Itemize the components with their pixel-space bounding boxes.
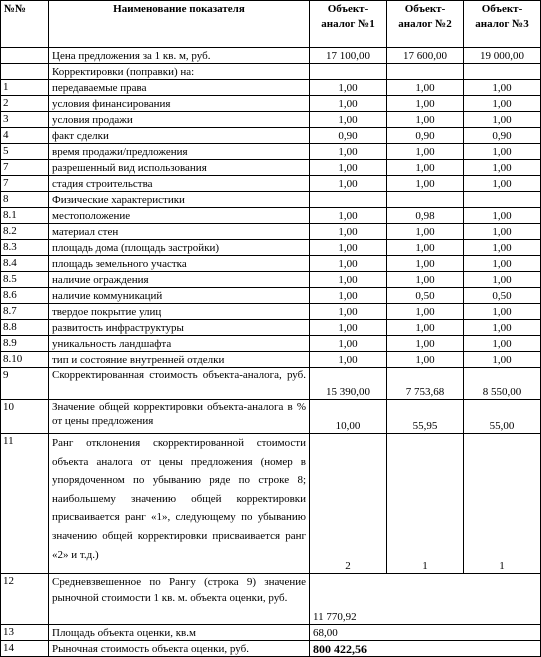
row-num: 1 bbox=[1, 80, 49, 96]
table-row bbox=[1, 288, 541, 304]
row-name: Ранг отклонения скорректированной стоимости объекта аналога от цены предложения (номер в упорядоченном по убыванию ряде по строке 8; наибольшему значению общей корректировки присваивается ранг «1», следующему по убыванию значению общей корректировки присваивается ранг «2» и т.д.) bbox=[49, 434, 310, 574]
analog-1-value: 1,00 bbox=[310, 272, 387, 288]
analog-1-value: 1,00 bbox=[310, 352, 387, 368]
table-row-13 bbox=[1, 625, 541, 641]
table-row bbox=[1, 240, 541, 256]
row-num: 8.7 bbox=[1, 304, 49, 320]
table-row bbox=[1, 160, 541, 176]
market-value: 800 422,56 bbox=[310, 641, 541, 657]
analog-1-rank: 2 bbox=[310, 434, 387, 574]
row-num: 8.2 bbox=[1, 224, 49, 240]
analog-2-value: 1,00 bbox=[387, 176, 464, 192]
row-num: 10 bbox=[1, 400, 49, 434]
analog-3-value bbox=[464, 64, 541, 80]
row-num: 9 bbox=[1, 368, 49, 400]
analog-3-value: 1,00 bbox=[464, 144, 541, 160]
analog-3-value: 1,00 bbox=[464, 224, 541, 240]
analog-3-value: 1,00 bbox=[464, 208, 541, 224]
row-name: условия продажи bbox=[49, 112, 310, 128]
analog-2-value: 1,00 bbox=[387, 80, 464, 96]
header-num: №№ bbox=[1, 1, 49, 48]
row-name: наличие ограждения bbox=[49, 272, 310, 288]
header-analog-3: Объект-аналог №3 bbox=[464, 1, 541, 48]
table-row bbox=[1, 144, 541, 160]
analog-2-value: 1,00 bbox=[387, 112, 464, 128]
row-name: время продажи/предложения bbox=[49, 144, 310, 160]
analog-3-value: 1,00 bbox=[464, 80, 541, 96]
row-num: 3 bbox=[1, 112, 49, 128]
analog-3-rank: 1 bbox=[464, 434, 541, 574]
row-name: Корректировки (поправки) на: bbox=[49, 64, 310, 80]
analog-2-value: 0,90 bbox=[387, 128, 464, 144]
row-name: Средневзвешенное по Рангу (строка 9) значение рыночной стоимости 1 кв. м. объекта оценки, руб. bbox=[49, 574, 310, 625]
header-name: Наименование показателя bbox=[49, 1, 310, 48]
table-header-row bbox=[1, 1, 541, 48]
analog-1-value: 1,00 bbox=[310, 208, 387, 224]
analog-2-value: 1,00 bbox=[387, 96, 464, 112]
analog-2-value: 0,50 bbox=[387, 288, 464, 304]
analog-2-value bbox=[387, 64, 464, 80]
analog-3-value: 1,00 bbox=[464, 176, 541, 192]
table-row bbox=[1, 272, 541, 288]
row-name: разрешенный вид использования bbox=[49, 160, 310, 176]
analog-3-value: 1,00 bbox=[464, 320, 541, 336]
row-name: твердое покрытие улиц bbox=[49, 304, 310, 320]
row-num: 8.6 bbox=[1, 288, 49, 304]
analog-3-value: 0,90 bbox=[464, 128, 541, 144]
analog-1-value bbox=[310, 64, 387, 80]
table-row bbox=[1, 320, 541, 336]
analog-1-value: 15 390,00 bbox=[310, 368, 387, 400]
row-num: 8 bbox=[1, 192, 49, 208]
table-row-9 bbox=[1, 368, 541, 400]
analog-3-value: 8 550,00 bbox=[464, 368, 541, 400]
row-num: 7 bbox=[1, 160, 49, 176]
table-row-14 bbox=[1, 641, 541, 657]
row-num: 13 bbox=[1, 625, 49, 641]
analog-1-value: 1,00 bbox=[310, 288, 387, 304]
analog-1-value: 1,00 bbox=[310, 304, 387, 320]
analog-2-value bbox=[387, 192, 464, 208]
analog-1-value: 1,00 bbox=[310, 96, 387, 112]
analog-3-value: 1,00 bbox=[464, 304, 541, 320]
row-num bbox=[1, 64, 49, 80]
analog-3-value: 1,00 bbox=[464, 112, 541, 128]
analog-3-value: 0,50 bbox=[464, 288, 541, 304]
row-name: условия финансирования bbox=[49, 96, 310, 112]
analog-2-value: 1,00 bbox=[387, 160, 464, 176]
analog-1-value: 1,00 bbox=[310, 112, 387, 128]
row-name: площадь земельного участка bbox=[49, 256, 310, 272]
analog-3-value bbox=[464, 192, 541, 208]
analog-2-value: 1,00 bbox=[387, 256, 464, 272]
analog-2-value: 1,00 bbox=[387, 320, 464, 336]
table-row bbox=[1, 96, 541, 112]
row-name: стадия строительства bbox=[49, 176, 310, 192]
analog-3-value: 1,00 bbox=[464, 256, 541, 272]
analog-3-value: 1,00 bbox=[464, 336, 541, 352]
analog-1-value: 1,00 bbox=[310, 80, 387, 96]
table-row-12 bbox=[1, 574, 541, 625]
analog-3-value: 1,00 bbox=[464, 240, 541, 256]
row-name: факт сделки bbox=[49, 128, 310, 144]
analog-2-value: 0,98 bbox=[387, 208, 464, 224]
row-num: 11 bbox=[1, 434, 49, 574]
analog-1-value: 1,00 bbox=[310, 256, 387, 272]
header-analog-2: Объект-аналог №2 bbox=[387, 1, 464, 48]
row-num: 14 bbox=[1, 641, 49, 657]
row-name: Скорректированная стоимость объекта-аналога, руб. bbox=[49, 368, 310, 400]
table-row-10 bbox=[1, 400, 541, 434]
analog-1-value: 17 100,00 bbox=[310, 48, 387, 64]
analog-2-value: 1,00 bbox=[387, 352, 464, 368]
analog-1-value: 1,00 bbox=[310, 176, 387, 192]
row-num: 8.5 bbox=[1, 272, 49, 288]
table-row bbox=[1, 112, 541, 128]
row-num: 7 bbox=[1, 176, 49, 192]
row-num: 8.1 bbox=[1, 208, 49, 224]
row-num: 5 bbox=[1, 144, 49, 160]
row-name: тип и состояние внутренней отделки bbox=[49, 352, 310, 368]
analog-2-value: 1,00 bbox=[387, 240, 464, 256]
analog-1-value: 1,00 bbox=[310, 144, 387, 160]
analog-3-value: 1,00 bbox=[464, 272, 541, 288]
row-name: материал стен bbox=[49, 224, 310, 240]
table-row bbox=[1, 336, 541, 352]
analog-3-value: 19 000,00 bbox=[464, 48, 541, 64]
row-num: 8.10 bbox=[1, 352, 49, 368]
analog-1-value: 0,90 bbox=[310, 128, 387, 144]
analog-1-value: 1,00 bbox=[310, 224, 387, 240]
analog-1-value: 1,00 bbox=[310, 240, 387, 256]
table-row bbox=[1, 128, 541, 144]
row-name: наличие коммуникаций bbox=[49, 288, 310, 304]
row-name: развитость инфраструктуры bbox=[49, 320, 310, 336]
table-row bbox=[1, 208, 541, 224]
header-analog-1: Объект-аналог №1 bbox=[310, 1, 387, 48]
analog-2-value: 1,00 bbox=[387, 144, 464, 160]
row-name: местоположение bbox=[49, 208, 310, 224]
table-row bbox=[1, 304, 541, 320]
row-num bbox=[1, 48, 49, 64]
table-row-11 bbox=[1, 434, 541, 574]
analog-3-value: 1,00 bbox=[464, 352, 541, 368]
table-row bbox=[1, 176, 541, 192]
table-row bbox=[1, 80, 541, 96]
analog-1-value: 1,00 bbox=[310, 160, 387, 176]
row-name: Физические характеристики bbox=[49, 192, 310, 208]
table-row bbox=[1, 48, 541, 64]
row-name: передаваемые права bbox=[49, 80, 310, 96]
analog-2-value: 1,00 bbox=[387, 304, 464, 320]
analog-3-value: 55,00 bbox=[464, 400, 541, 434]
analog-2-value: 17 600,00 bbox=[387, 48, 464, 64]
analog-1-value bbox=[310, 192, 387, 208]
table-row bbox=[1, 256, 541, 272]
analog-1-value: 10,00 bbox=[310, 400, 387, 434]
table-row bbox=[1, 352, 541, 368]
analog-2-value: 1,00 bbox=[387, 272, 464, 288]
analog-2-rank: 1 bbox=[387, 434, 464, 574]
analog-2-value: 55,95 bbox=[387, 400, 464, 434]
row-name: Площадь объекта оценки, кв.м bbox=[49, 625, 310, 641]
row-num: 8.4 bbox=[1, 256, 49, 272]
row-name: Значение общей корректировки объекта-аналога в % от цены предложения bbox=[49, 400, 310, 434]
analog-3-value: 1,00 bbox=[464, 96, 541, 112]
analog-2-value: 1,00 bbox=[387, 336, 464, 352]
analog-1-value: 1,00 bbox=[310, 336, 387, 352]
row-name: Цена предложения за 1 кв. м, руб. bbox=[49, 48, 310, 64]
table-row bbox=[1, 224, 541, 240]
area-value: 68,00 bbox=[310, 625, 541, 641]
analog-1-value: 1,00 bbox=[310, 320, 387, 336]
row-num: 2 bbox=[1, 96, 49, 112]
weighted-value: 11 770,92 bbox=[310, 574, 541, 625]
analog-2-value: 1,00 bbox=[387, 224, 464, 240]
row-num: 8.8 bbox=[1, 320, 49, 336]
analog-3-value: 1,00 bbox=[464, 160, 541, 176]
row-num: 12 bbox=[1, 574, 49, 625]
row-name: уникальность ландшафта bbox=[49, 336, 310, 352]
row-name: Рыночная стоимость объекта оценки, руб. bbox=[49, 641, 310, 657]
table-row bbox=[1, 192, 541, 208]
table-row bbox=[1, 64, 541, 80]
row-name: площадь дома (площадь застройки) bbox=[49, 240, 310, 256]
row-num: 8.3 bbox=[1, 240, 49, 256]
row-num: 4 bbox=[1, 128, 49, 144]
row-num: 8.9 bbox=[1, 336, 49, 352]
analog-2-value: 7 753,68 bbox=[387, 368, 464, 400]
